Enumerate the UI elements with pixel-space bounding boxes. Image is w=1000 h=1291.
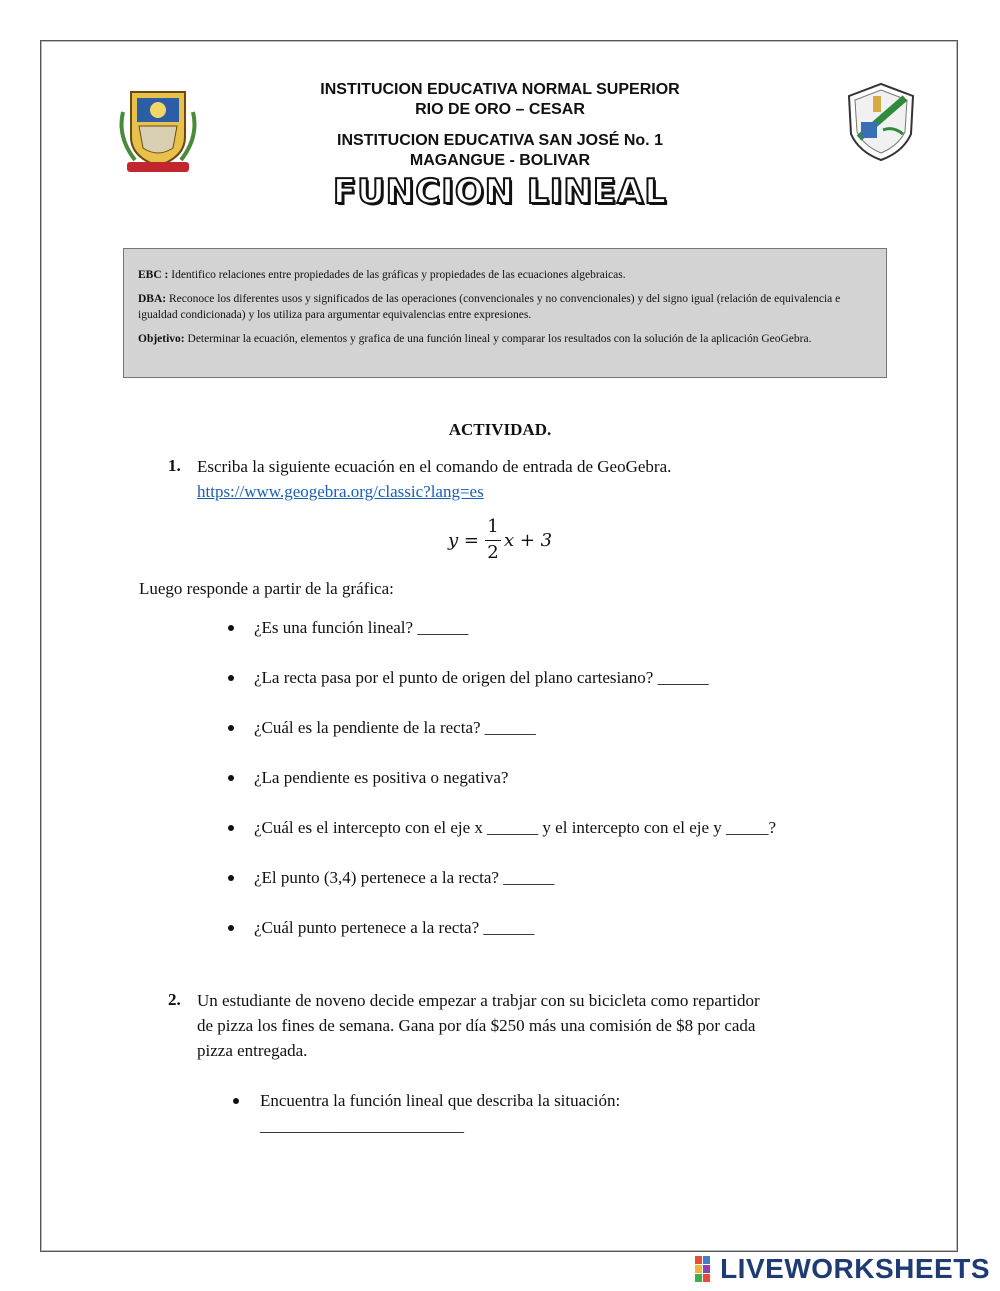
- dba-label: DBA:: [138, 293, 167, 305]
- bullet-dot: [228, 775, 234, 781]
- question-1-text: Escriba la siguiente ecuación en el comando de entrada de GeoGebra.: [197, 457, 672, 476]
- equation-numerator: 1: [487, 516, 499, 537]
- question-1-bullet-3: ¿Cuál es la pendiente de la recta? ______: [254, 718, 536, 737]
- liveworksheets-footer: [694, 1253, 990, 1285]
- question-1-number: 1.: [168, 456, 181, 475]
- question-2-line-3: pizza entregada.: [197, 1041, 308, 1060]
- school2-name: INSTITUCION EDUCATIVA SAN JOSÉ No. 1: [337, 132, 663, 149]
- ebc-text: Identifico relaciones entre propiedades de las gráficas y propiedades de las ecuaciones algebraicas.: [171, 269, 626, 281]
- school-shield-logo-right: [843, 82, 919, 162]
- school1-location: RIO DE ORO – CESAR: [415, 101, 585, 118]
- activity-heading: ACTIVIDAD.: [448, 420, 552, 439]
- instruction-intro: Luego responde a partir de la gráfica:: [139, 579, 394, 598]
- fraction-bar: [485, 540, 501, 541]
- page-border: [40, 40, 958, 1252]
- bullet-dot: [228, 625, 234, 631]
- objective-text: Determinar la ecuación, elementos y grafica de una función lineal y comparar los resultados con la solución de la aplicación GeoGebra.: [187, 333, 812, 345]
- bullet-dot: [228, 925, 234, 931]
- school2-location: MAGANGUE - BOLIVAR: [409, 152, 591, 169]
- bullet-dot: [233, 1098, 239, 1104]
- question-1-bullet-1: ¿Es una función lineal? ______: [254, 618, 469, 637]
- standards-box: [123, 248, 887, 378]
- question-2-line-2: de pizza los fines de semana. Gana por día $250 más una comisión de $8 por cada: [197, 1016, 756, 1035]
- question-1-bullet-7: ¿Cuál punto pertenece a la recta? ______: [254, 918, 535, 937]
- liveworksheets-logo-icon: [694, 1255, 720, 1283]
- bullet-dot: [228, 725, 234, 731]
- equation-lhs: y =: [448, 530, 479, 551]
- dba-text: Reconoce los diferentes usos y significados de las operaciones (convencionales y no convencionales) y del signo igual (relación de equivalencia e igualdad condicionada) y los utiliza para argumentar equivalencias entre expresiones.: [138, 293, 841, 321]
- bullet-dot: [228, 825, 234, 831]
- equation-denominator: 2: [487, 542, 499, 563]
- question-2-number: 2.: [168, 990, 181, 1009]
- liveworksheets-brand[interactable]: LIVEWORKSHEETS: [720, 1253, 990, 1284]
- worksheet-title: FUNCION LINEAL: [332, 172, 668, 212]
- question-1-bullet-2: ¿La recta pasa por el punto de origen del plano cartesiano? ______: [254, 668, 709, 687]
- question-1-bullet-5: ¿Cuál es el intercepto con el eje x ______ y el intercepto con el eje y _____?: [254, 818, 777, 837]
- question-2-bullet: Encuentra la función lineal que describa la situación:: [260, 1091, 621, 1110]
- school-shield-logo-left: [115, 82, 201, 176]
- equation-rhs: x + 3: [504, 530, 553, 551]
- geogebra-link[interactable]: https://www.geogebra.org/classic?lang=es: [197, 482, 484, 501]
- objective-label: Objetivo:: [138, 333, 185, 345]
- ebc-label: EBC :: [138, 269, 169, 281]
- question-2-line-1: Un estudiante de noveno decide empezar a trabjar con su bicicleta como repartidor: [197, 991, 760, 1010]
- question-1-bullet-6: ¿El punto (3,4) pertenece a la recta? ______: [254, 868, 555, 887]
- question-1-bullet-4: ¿La pendiente es positiva o negativa?: [254, 768, 509, 787]
- bullet-dot: [228, 675, 234, 681]
- answer-line[interactable]: ________________________: [260, 1116, 464, 1135]
- school1-name: INSTITUCION EDUCATIVA NORMAL SUPERIOR: [320, 81, 680, 98]
- bullet-dot: [228, 875, 234, 881]
